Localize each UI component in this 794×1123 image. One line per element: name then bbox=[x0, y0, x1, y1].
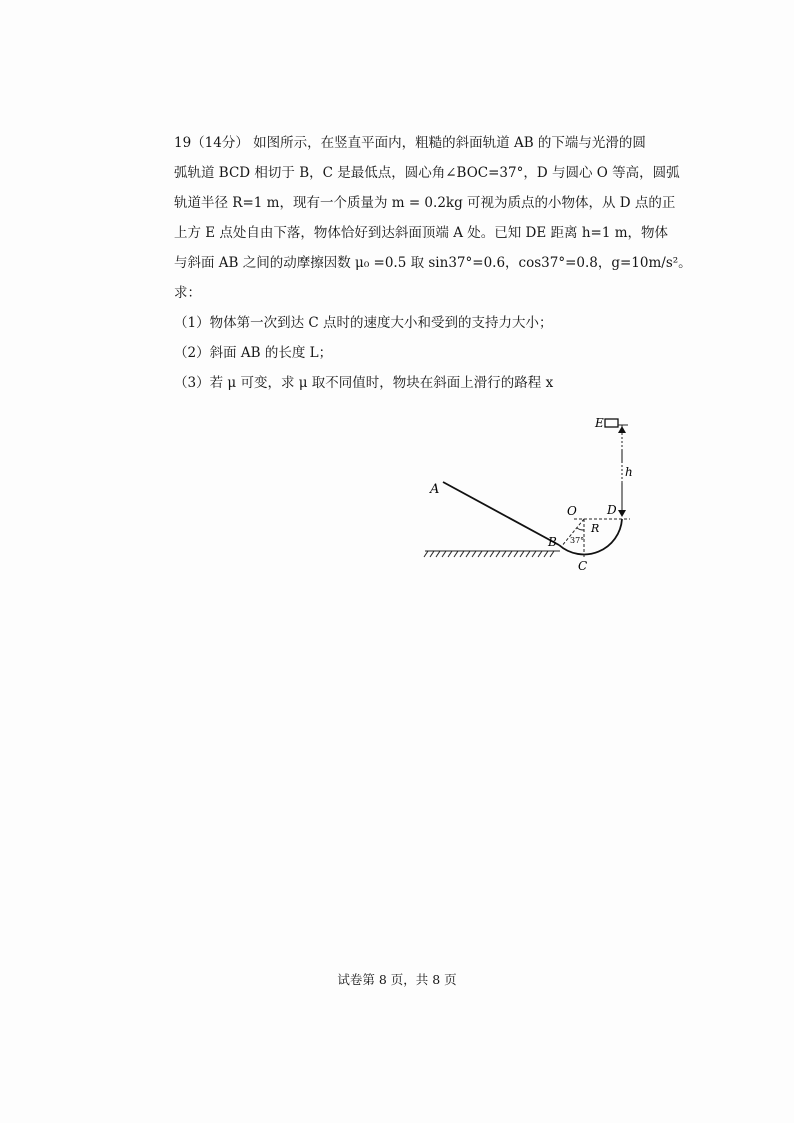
problem-line-5: 与斜面 AB 之间的动摩擦因数 μ₀ =0.5 取 sin37°=0.6，cos37°=0.8，g=10m/s²。 bbox=[174, 255, 692, 271]
problem-line-6: 求： bbox=[174, 285, 201, 301]
ground-hatch bbox=[424, 551, 560, 557]
problem-line-1: 19（14分） 如图所示，在竖直平面内，粗糙的斜面轨道 AB 的下端与光滑的圆 bbox=[174, 135, 646, 151]
problem-line-3: 轨道半径 R=1 m，现有一个质量为 m = 0.2kg 可视为质点的小物体，从 D 点的正 bbox=[174, 195, 676, 211]
label-angle: 37° bbox=[570, 536, 585, 545]
label-a: A bbox=[430, 482, 440, 497]
track-diagram bbox=[410, 405, 660, 585]
problem-19 bbox=[174, 128, 692, 398]
label-o: O bbox=[567, 504, 577, 518]
page-footer: 试卷第 8 页，共 8 页 bbox=[337, 972, 457, 987]
label-d: D bbox=[607, 503, 617, 517]
label-h: h bbox=[625, 465, 633, 479]
label-b: B bbox=[548, 535, 557, 549]
h-arrow-up-icon bbox=[618, 426, 626, 433]
label-e: E bbox=[595, 416, 604, 430]
object-e bbox=[605, 419, 618, 427]
incline-ab bbox=[443, 482, 559, 545]
label-r: R bbox=[591, 522, 600, 535]
label-c: C bbox=[578, 559, 588, 573]
question-2: （2）斜面 AB 的长度 L； bbox=[174, 345, 333, 361]
h-arrow-down-icon bbox=[618, 510, 626, 517]
question-1: （1）物体第一次到达 C 点时的速度大小和受到的支持力大小； bbox=[174, 315, 553, 331]
question-3: （3）若 μ 可变，求 μ 取不同值时，物块在斜面上滑行的路程 x bbox=[174, 375, 554, 391]
problem-line-4: 上方 E 点处自由下落，物体恰好到达斜面顶端 A 处。已知 DE 距离 h=1 m，物体 bbox=[174, 225, 669, 241]
problem-line-2: 弧轨道 BCD 相切于 B，C 是最低点，圆心角∠BOC=37°，D 与圆心 O 等高，圆弧 bbox=[174, 165, 680, 181]
angle-arc bbox=[577, 528, 584, 530]
